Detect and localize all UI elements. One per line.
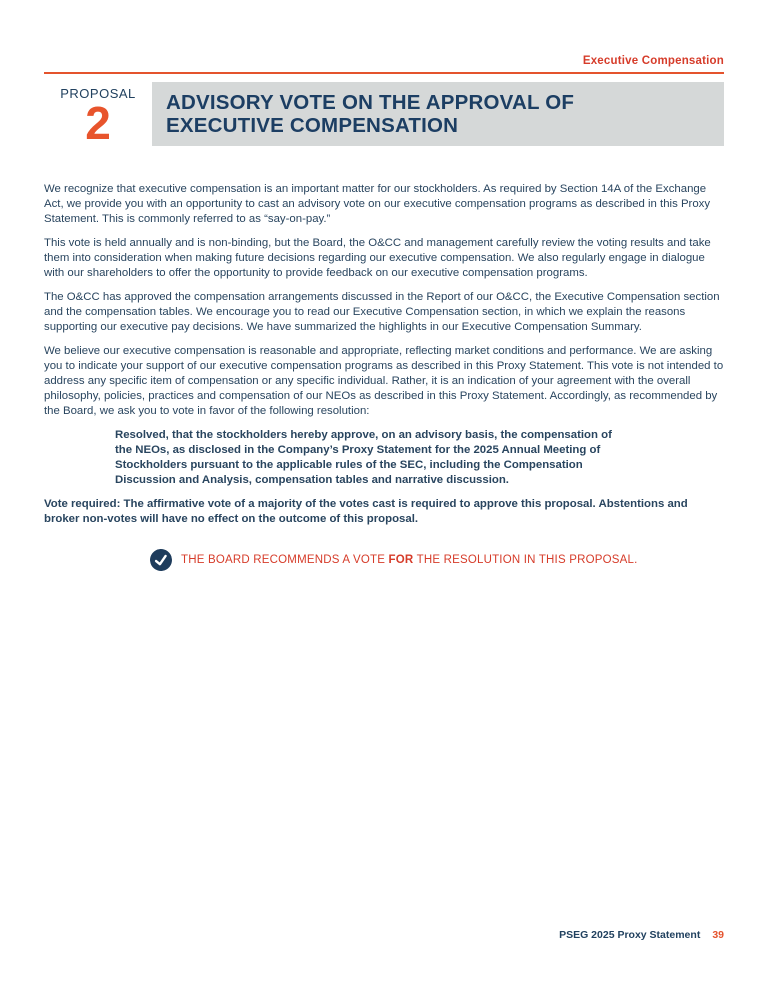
paragraph-occ-approval: The O&CC has approved the compensation arrangements discussed in the Report of our O&CC, the Executive Compensation section and the compensation tables. We encourage you to read our Executive Compensation section, in which we explain the reasons supporting our executive pay decisions. We have summarized the highlights in our Executive Compensation Summary.: [44, 291, 720, 333]
proposal-title-box: [152, 82, 724, 146]
resolution-text: Resolved, that the stockholders hereby approve, on an advisory basis, the compensation of the NEOs, as disclosed in the Company’s Proxy Statement for the 2025 Annual Meeting of Stockholders pursuant to the applicable rules of the SEC, including the Compensation Discussion and Analysis, compensation tables and narrative discussion.: [115, 429, 612, 486]
check-circle-icon: [149, 548, 173, 572]
proposal-label: PROPOSAL: [60, 86, 136, 101]
page-footer: [559, 929, 724, 941]
header-rule: [44, 72, 724, 74]
proposal-title-line-1: ADVISORY VOTE ON THE APPROVAL OF: [166, 91, 575, 114]
recommendation-text: [181, 554, 638, 566]
footer-document-title: PSEG 2025 Proxy Statement: [559, 929, 701, 941]
paragraph-vote-annual: This vote is held annually and is non-binding, but the Board, the O&CC and management carefully review the voting results and take them into consideration when making future decisions regarding our executive compensation. We also regularly engage in dialogue with our shareholders to offer the opportunity to provide feedback on our executive compensation programs.: [44, 237, 711, 279]
recommendation-suffix: THE RESOLUTION IN THIS PROPOSAL.: [413, 554, 638, 566]
proposal-number-block: [44, 82, 152, 149]
footer-page-number: 39: [712, 929, 724, 941]
proposal-body: [44, 182, 724, 527]
recommendation-for: FOR: [388, 554, 414, 566]
recommendation-prefix: THE BOARD RECOMMENDS A VOTE: [181, 554, 389, 566]
proposal-header: [44, 82, 724, 149]
board-recommendation: [150, 549, 724, 571]
vote-required-text: Vote required: The affirmative vote of a majority of the votes cast is required to approve this proposal. Abstentions and broker non-votes will have no effect on the outcome of this proposal.: [44, 498, 688, 525]
proposal-title-line-2: EXECUTIVE COMPENSATION: [166, 114, 459, 137]
section-header: Executive Compensation: [582, 55, 724, 67]
paragraph-belief: We believe our executive compensation is reasonable and appropriate, reflecting market conditions and performance. We are asking you to indicate your support of our executive compensation programs as described in this Proxy Statement. This vote is not intended to address any specific item of compensation or any specific individual. Rather, it is an indication of your agreement with the overall philosophy, policies, practices and compensation of our NEOs as described in this Proxy Statement. Accordingly, as recommended by the Board, we ask you to vote in favor of the following resolution:: [44, 345, 724, 417]
proposal-number: 2: [85, 97, 111, 149]
paragraph-intro: We recognize that executive compensation is an important matter for our stockholders. As required by Section 14A of the Exchange Act, we provide you with an opportunity to cast an advisory vote on our executive compensation programs as described in this Proxy Statement. This is commonly referred to as “say-on-pay.”: [44, 183, 711, 225]
